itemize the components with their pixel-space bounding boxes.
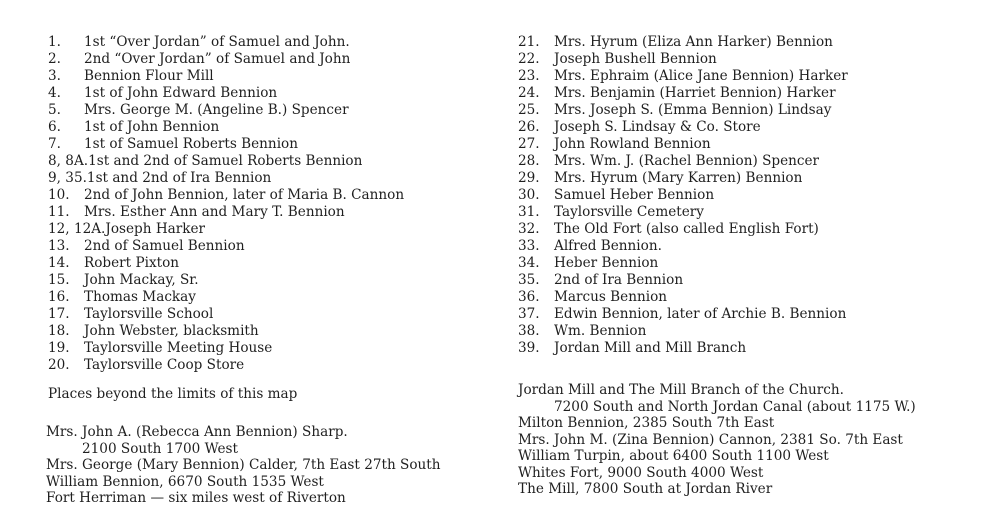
legend-item-label: 1st “Over Jordan” of Samuel and John. [84, 34, 350, 50]
legend-item [48, 170, 498, 187]
beyond-entry-continuation: 7200 South and North Jordan Canal (about 1175 W.) [554, 398, 916, 415]
legend-item-number: 17. [48, 306, 70, 322]
beyond-entry: Jordan Mill and The Mill Branch of the Church. [518, 382, 844, 398]
cropped-heading-fragment [380, 0, 620, 4]
beyond-entry: Mrs. George (Mary Bennion) Calder, 7th East 27th South [46, 457, 441, 473]
legend-item-number: 8, 8A. [48, 153, 89, 169]
legend-item-label: Alfred Bennion. [554, 238, 662, 254]
beyond-entry: Whites Fort, 9000 South 4000 West [518, 464, 764, 481]
legend-item-number: 10. [48, 187, 70, 203]
legend-item-label: The Old Fort (also called English Fort) [554, 221, 819, 237]
legend-item-label: 1st and 2nd of Ira Bennion [86, 170, 272, 186]
legend-item-number: 16. [48, 289, 70, 305]
legend-item-label: John Rowland Bennion [554, 136, 711, 152]
legend-item-label: Mrs. George M. (Angeline B.) Spencer [84, 102, 349, 118]
legend-item [518, 34, 988, 51]
legend-item-label: Joseph S. Lindsay & Co. Store [554, 119, 761, 135]
legend-list-right [518, 34, 988, 357]
legend-item-label: Mrs. Wm. J. (Rachel Bennion) Spencer [554, 153, 820, 169]
legend-item [518, 340, 988, 357]
legend-item-label: Robert Pixton [84, 255, 180, 271]
legend-item-number: 32. [518, 221, 540, 237]
legend-item-label: Mrs. Ephraim (Alice Jane Bennion) Harker [554, 68, 848, 84]
legend-item-number: 38. [518, 323, 540, 339]
legend-item [518, 221, 988, 238]
legend-item [48, 255, 498, 272]
legend-item-number: 29. [518, 170, 540, 186]
legend-item-number: 30. [518, 187, 540, 203]
legend-item [518, 170, 988, 187]
legend-item-label: Taylorsville Meeting House [84, 340, 273, 356]
legend-item [518, 323, 988, 340]
legend-item [518, 255, 988, 272]
legend-item [48, 306, 498, 323]
beyond-entry-continuation: 2100 South 1700 West [82, 440, 238, 457]
legend-item [48, 221, 498, 238]
beyond-entry: William Turpin, about 6400 South 1100 West [518, 448, 829, 464]
legend-item [518, 102, 988, 119]
legend-item [48, 136, 498, 153]
legend-item-number: 13. [48, 238, 70, 254]
legend-item-label: 1st of John Bennion [84, 119, 220, 135]
legend-item [48, 323, 498, 340]
legend-item-number: 5. [48, 102, 61, 118]
legend-item [48, 68, 498, 85]
legend-item-label: Samuel Heber Bennion [554, 187, 715, 203]
legend-item-label: Mrs. Esther Ann and Mary T. Bennion [84, 204, 345, 220]
legend-item-number: 6. [48, 119, 61, 135]
legend-item [48, 51, 498, 68]
legend-item [518, 272, 988, 289]
legend-item-label: 1st and 2nd of Samuel Roberts Bennion [88, 153, 363, 169]
legend-item-label: Joseph Harker [105, 221, 206, 237]
legend-item [518, 238, 988, 255]
legend-item-label: 1st of Samuel Roberts Bennion [84, 136, 298, 152]
legend-item-number: 11. [48, 204, 70, 220]
legend-item-label: 2nd of Samuel Bennion [84, 238, 245, 254]
legend-item [48, 34, 498, 51]
legend-item [48, 119, 498, 136]
legend-item-number: 7. [48, 136, 61, 152]
legend-item-number: 24. [518, 85, 540, 101]
legend-item-label: John Mackay, Sr. [84, 272, 199, 288]
legend-item-label: Taylorsville Cemetery [554, 204, 704, 220]
legend-item [48, 85, 498, 102]
legend-item-label: 2nd “Over Jordan” of Samuel and John [84, 51, 351, 67]
legend-left-column [48, 34, 498, 374]
legend-item [518, 85, 988, 102]
beyond-entry: The Mill, 7800 South at Jordan River [518, 481, 773, 497]
legend-item [48, 289, 498, 306]
legend-item [48, 357, 498, 374]
legend-item-label: Mrs. Joseph S. (Emma Bennion) Lindsay [554, 102, 832, 118]
legend-item [518, 119, 988, 136]
legend-list-left [48, 34, 498, 374]
legend-item-number: 20. [48, 357, 70, 373]
legend-item-label: Thomas Mackay [84, 289, 196, 305]
legend-item-label: Marcus Bennion [554, 289, 668, 305]
beyond-entry: Milton Bennion, 2385 South 7th East [518, 415, 775, 431]
legend-item-number: 35. [518, 272, 540, 288]
legend-item [518, 51, 988, 68]
legend-item-number: 37. [518, 306, 540, 322]
legend-item-label: Taylorsville Coop Store [84, 357, 245, 373]
beyond-map-list-left [46, 424, 441, 507]
legend-item-number: 15. [48, 272, 70, 288]
legend-item-number: 31. [518, 204, 540, 220]
beyond-entry: Mrs. John A. (Rebecca Ann Bennion) Sharp. [46, 424, 348, 440]
legend-item-number: 23. [518, 68, 540, 84]
legend-item-number: 19. [48, 340, 70, 356]
legend-item [48, 153, 498, 170]
legend-item [48, 204, 498, 221]
legend-item-number: 27. [518, 136, 540, 152]
legend-item-label: Bennion Flour Mill [84, 68, 214, 84]
legend-item-label: Mrs. Hyrum (Eliza Ann Harker) Bennion [554, 34, 833, 50]
legend-item-label: Mrs. Hyrum (Mary Karren) Bennion [554, 170, 803, 186]
legend-item-number: 39. [518, 340, 540, 356]
legend-item-number: 14. [48, 255, 70, 271]
legend-item-number: 36. [518, 289, 540, 305]
legend-item-label: Taylorsville School [84, 306, 214, 322]
legend-item-number: 28. [518, 153, 540, 169]
legend-item [518, 289, 988, 306]
legend-item-label: Wm. Bennion [554, 323, 647, 339]
legend-item-label: Jordan Mill and Mill Branch [554, 340, 747, 356]
legend-item-number: 25. [518, 102, 540, 118]
legend-item-number: 1. [48, 34, 61, 50]
legend-item [48, 272, 498, 289]
legend-item [518, 306, 988, 323]
legend-item [518, 68, 988, 85]
legend-item-label: 2nd of John Bennion, later of Maria B. Cannon [84, 187, 405, 203]
beyond-map-heading: Places beyond the limits of this map [48, 386, 298, 402]
legend-item-label: Mrs. Benjamin (Harriet Bennion) Harker [554, 85, 836, 101]
legend-item-number: 12, 12A. [48, 221, 106, 237]
legend-item-number: 18. [48, 323, 70, 339]
legend-item-number: 3. [48, 68, 61, 84]
legend-item-label: 2nd of Ira Bennion [554, 272, 684, 288]
legend-item [518, 136, 988, 153]
legend-item-number: 26. [518, 119, 540, 135]
legend-item-number: 4. [48, 85, 61, 101]
legend-item [518, 153, 988, 170]
beyond-map-list-right [518, 382, 916, 498]
beyond-entry: Mrs. John M. (Zina Bennion) Cannon, 2381 So. 7th East [518, 431, 903, 448]
legend-item-number: 9, 35. [48, 170, 87, 186]
legend-item-label: 1st of John Edward Bennion [84, 85, 278, 101]
legend-item-label: Edwin Bennion, later of Archie B. Bennion [554, 306, 847, 322]
beyond-entry: William Bennion, 6670 South 1535 West [46, 473, 324, 490]
legend-item [518, 187, 988, 204]
legend-item-label: Heber Bennion [554, 255, 659, 271]
legend-item [48, 187, 498, 204]
legend-item-number: 34. [518, 255, 540, 271]
legend-item [48, 340, 498, 357]
legend-item-number: 22. [518, 51, 540, 67]
legend-right-column [518, 34, 988, 357]
legend-item-number: 2. [48, 51, 61, 67]
legend-item-number: 21. [518, 34, 540, 50]
legend-item [48, 238, 498, 255]
legend-item-label: Joseph Bushell Bennion [554, 51, 717, 67]
beyond-entry: Fort Herriman — six miles west of Riverton [46, 490, 346, 506]
legend-item [518, 204, 988, 221]
legend-item-number: 33. [518, 238, 540, 254]
legend-item [48, 102, 498, 119]
legend-item-label: John Webster, blacksmith [84, 323, 259, 339]
